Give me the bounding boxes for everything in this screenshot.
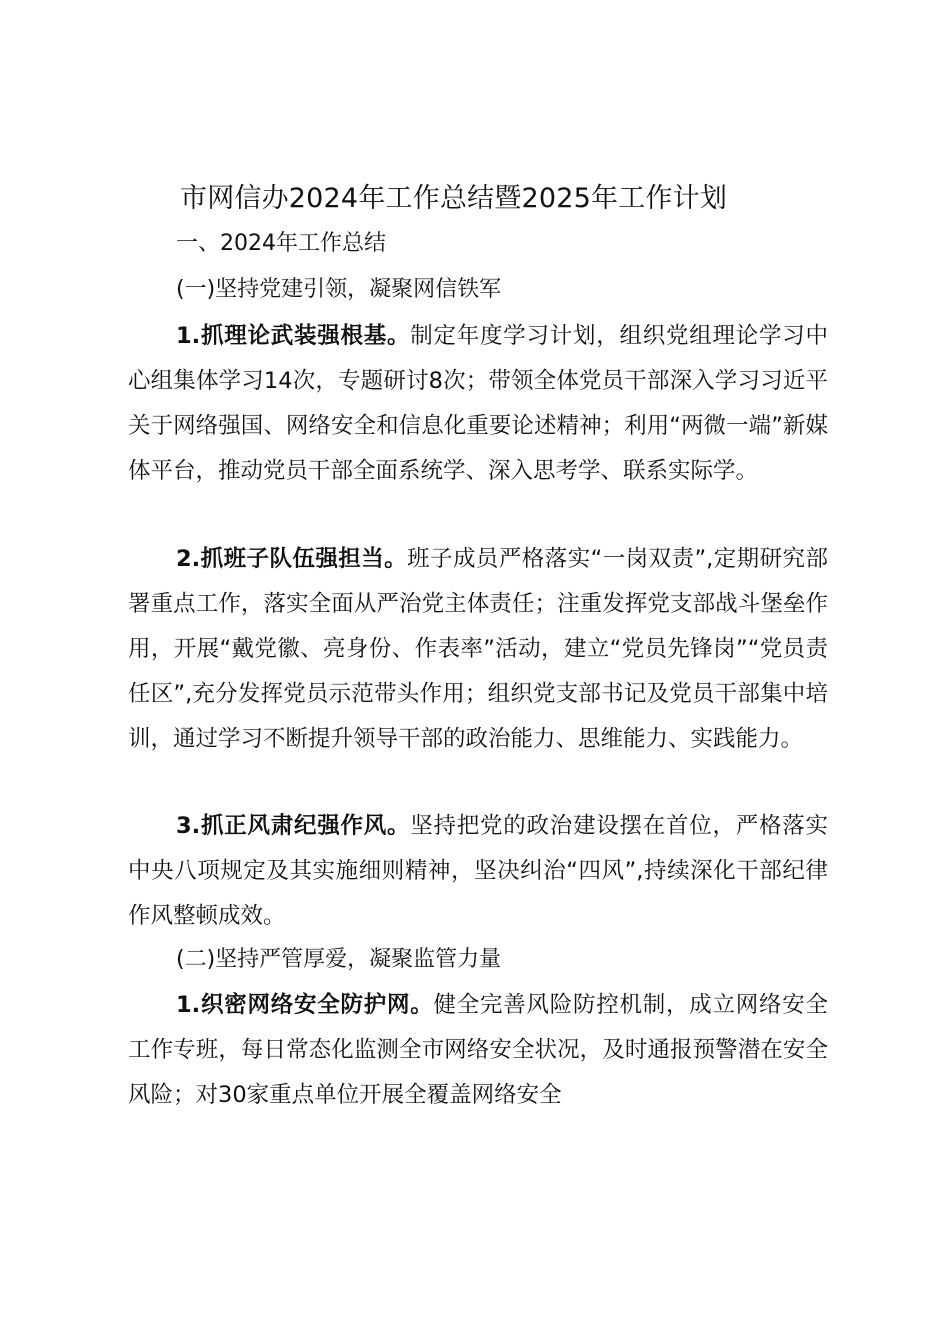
paragraph-lead: 2.抓班子队伍强担当。 xyxy=(176,546,408,572)
paragraph-body: 制定年度学习计划，组织党组理论学习中心组集体学习14次，专题研讨8次；带领全体党员干部深入学习习近平关于网络强国、网络安全和信息化重要论述精神；利用“两微一端”新媒体平台，推动党员干部全面系统学、深入思考学、联系实际学。 xyxy=(128,323,828,484)
subsection-heading-supervision: (二)坚持严管厚爱，凝聚监管力量 xyxy=(176,947,502,972)
document-title: 市网信办2024年工作总结暨2025年工作计划 xyxy=(180,183,728,214)
paragraph-network-security xyxy=(128,983,828,1118)
paragraph-body: 班子成员严格落实“一岗双责”,定期研究部署重点工作，落实全面从严治党主体责任；注重发挥党支部战斗堡垒作用，开展“戴党徽、亮身份、作表率”活动，建立“党员先锋岗”“党员责任区”,充分发挥党员示范带头作用；组织党支部书记及党员干部集中培训，通过学习不断提升领导干部的政治能力、思维能力、实践能力。 xyxy=(128,546,828,752)
paragraph-lead: 3.抓正风肃纪强作风。 xyxy=(176,813,411,839)
paragraph-discipline xyxy=(128,804,828,939)
paragraph-lead: 1.织密网络安全防护网。 xyxy=(176,992,434,1018)
paragraph-body: 健全完善风险防控机制，成立网络安全工作专班，每日常态化监测全市网络安全状况，及时通报预警潜在安全风险；对30家重点单位开展全覆盖网络安全 xyxy=(128,992,828,1108)
paragraph-theory-study xyxy=(128,314,828,494)
section-heading-2024-summary: 一、2024年工作总结 xyxy=(176,231,386,256)
paragraph-lead: 1.抓理论武装强根基。 xyxy=(176,323,411,349)
paragraph-body: 坚持把党的政治建设摆在首位，严格落实中央八项规定及其实施细则精神，坚决纠治“四风”,持续深化干部纪律作风整顿成效。 xyxy=(128,813,828,929)
paragraph-team-building xyxy=(128,537,828,762)
subsection-heading-party-building: (一)坚持党建引领，凝聚网信铁军 xyxy=(176,277,502,302)
